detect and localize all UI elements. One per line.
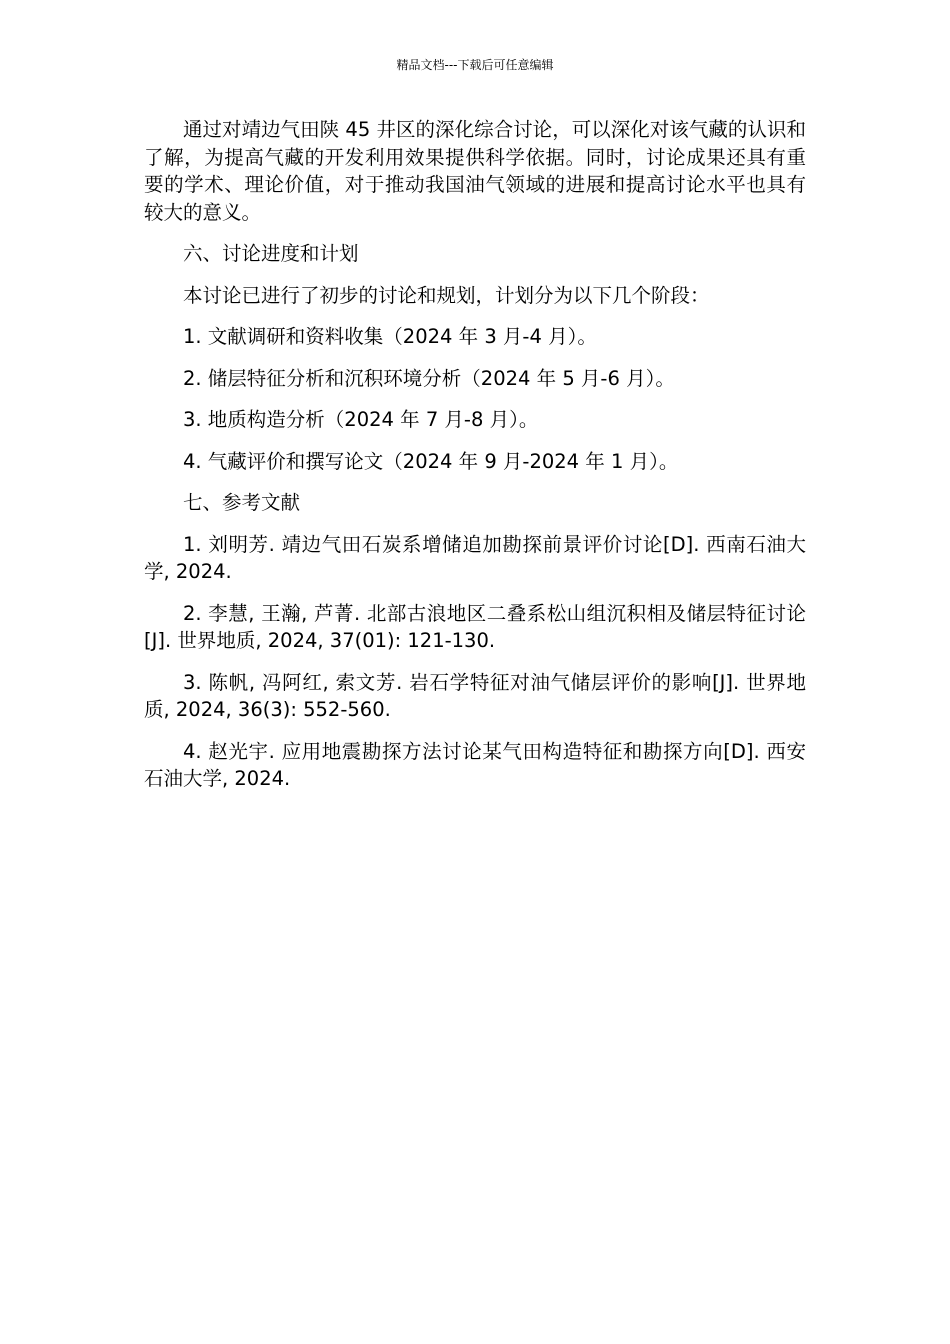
reference-item-4: 4. 赵光宇. 应用地震勘探方法讨论某气田构造特征和勘探方向[D]. 西安石油大学, 2024. [144,739,806,790]
plan-item-3: 3. 地质构造分析（2024 年 7 月-8 月）。 [183,408,539,431]
document-body [144,116,806,807]
plan-item-1: 1. 文献调研和资料收集（2024 年 3 月-4 月）。 [183,325,597,348]
plan-item-2: 2. 储层特征分析和沉积环境分析（2024 年 5 月-6 月）。 [183,366,675,390]
paragraph-plan-intro: 本讨论已进行了初步的讨论和规划，计划分为以下几个阶段： [183,283,710,307]
reference-item-2: 2. 李慧, 王瀚, 芦菁. 北部古浪地区二叠系松山组沉积相及储层特征讨论[J]. 世界地质, 2024, 37(01): 121-130. [144,601,806,652]
reference-item-3: 3. 陈帆, 冯阿红, 索文芳. 岩石学特征对油气储层评价的影响[J]. 世界地质, 2024, 36(3): 552-560. [144,670,806,721]
section-heading-schedule: 六、讨论进度和计划 [183,242,359,265]
page-header: 精品文档---下载后可任意编辑 [396,58,554,72]
section-heading-references: 七、参考文献 [183,491,301,514]
paragraph-significance: 通过对靖边气田陕 45 井区的深化综合讨论，可以深化对该气藏的认识和了解，为提高气藏的开发利用效果提供科学依据。同时，讨论成果还具有重要的学术、理论价值，对于推动我国油气领域的进展和提高讨论水平也具有较大的意义。 [144,118,806,224]
reference-item-1: 1. 刘明芳. 靖边气田石炭系增储追加勘探前景评价讨论[D]. 西南石油大学, 2024. [144,532,806,583]
plan-item-4: 4. 气藏评价和撰写论文（2024 年 9 月-2024 年 1 月）。 [183,449,679,473]
